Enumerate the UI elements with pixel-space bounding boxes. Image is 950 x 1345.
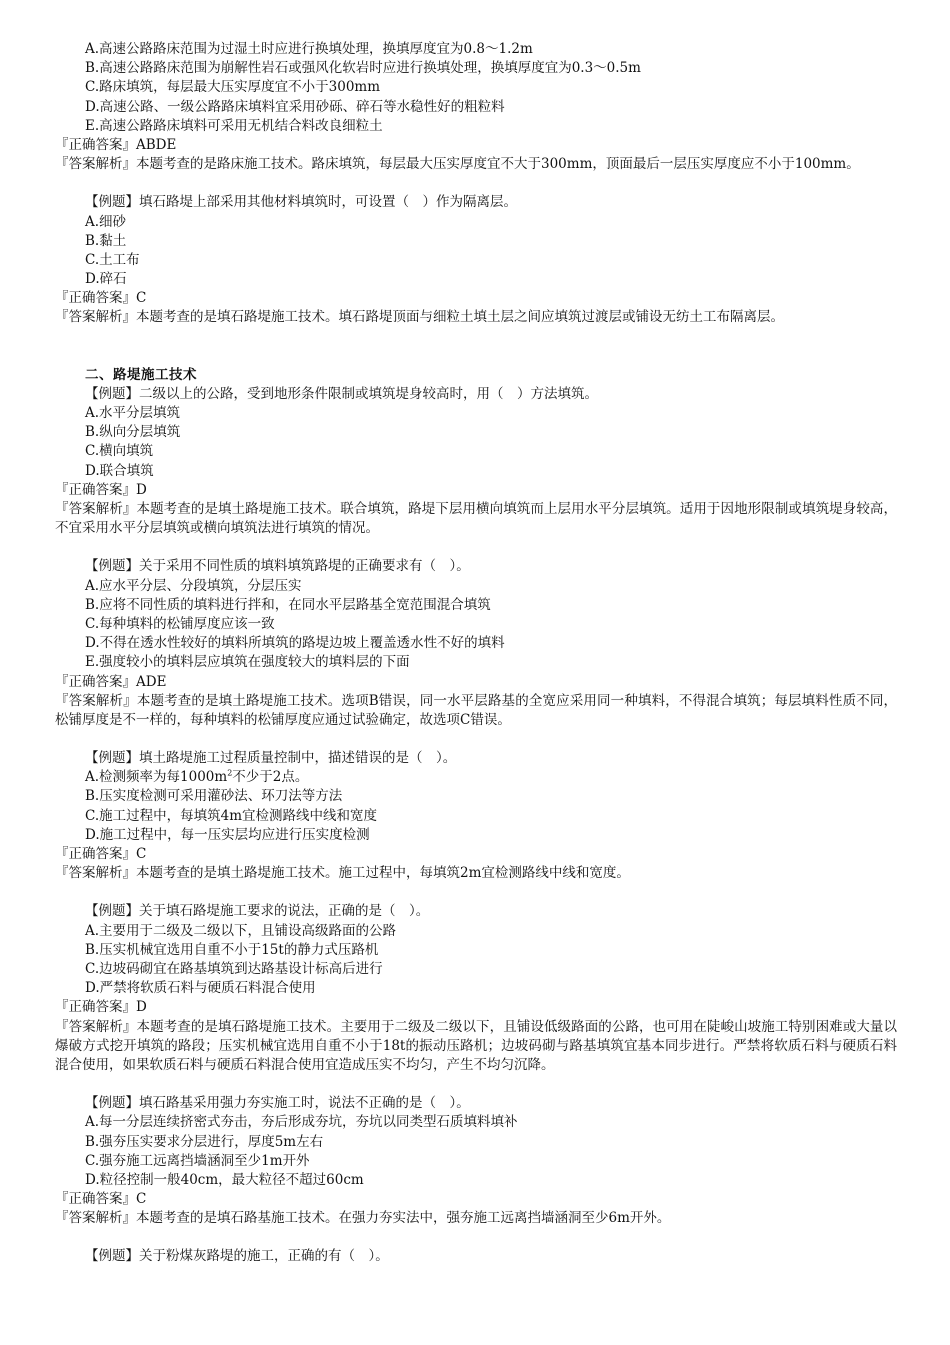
option-d: D.碎石 bbox=[85, 271, 127, 288]
correct-answer: 『正确答案』C bbox=[55, 846, 147, 863]
option-b: B.应将不同性质的填料进行拌和，在同水平层路基全宽范围混合填筑 bbox=[85, 596, 491, 613]
question-text: 【例题】关于填石路堤施工要求的说法，正确的是（ ）。 bbox=[85, 903, 430, 920]
option-a: A.水平分层填筑 bbox=[85, 405, 181, 422]
option-c: C.边坡码砌宜在路基填筑到达路基设计标高后进行 bbox=[85, 960, 383, 977]
option-c: C.路床填筑，每层最大压实厚度宜不小于300mm bbox=[85, 79, 381, 96]
superscript: 2 bbox=[227, 768, 233, 778]
option-a-text-end: 不少于2点。 bbox=[232, 769, 309, 786]
option-c: C.土工布 bbox=[85, 251, 140, 268]
option-b: B.高速公路路床范围为崩解性岩石或强风化软岩时应进行换填处理，换填厚度宜为0.3～0.5m bbox=[85, 60, 641, 77]
answer-analysis: 『答案解析』本题考查的是填石路堤施工技术。主要用于二级及二级以下，且铺设低级路面的公路，也可用在陡峻山坡施工特别困难或大量以爆破方式挖开填筑的路段；压实机械宜选用自重不小于18t的振动压路机；边坡码砌与路基填筑宜基本同步进行。严禁将软质石料与硬质石料混合使用，如果软质石料与硬质石料混合使用宜造成压实不均匀，产生不均匀沉降。 bbox=[55, 1018, 897, 1073]
option-c: C.施工过程中，每填筑4m宜检测路线中线和宽度 bbox=[85, 807, 378, 824]
option-d: D.严禁将软质石料与硬质石料混合使用 bbox=[85, 980, 316, 997]
option-b: B.压实机械宜选用自重不小于15t的静力式压路机 bbox=[85, 941, 379, 958]
correct-answer: 『正确答案』ABDE bbox=[55, 136, 177, 153]
answer-analysis: 『答案解析』本题考查的是路床施工技术。路床填筑，每层最大压实厚度宜不大于300mm，顶面最后一层压实厚度应不小于100mm。 bbox=[55, 156, 860, 173]
option-a-text: A.检测频率为每1000m bbox=[85, 769, 228, 786]
option-b: B.强夯压实要求分层进行，厚度5m左右 bbox=[85, 1133, 324, 1150]
option-d: D.联合填筑 bbox=[85, 462, 154, 479]
answer-analysis: 『答案解析』本题考查的是填土路堤施工技术。联合填筑，路堤下层用横向填筑而上层用水平分层填筑。适用于因地形限制或填筑堤身较高，不宜采用水平分层填筑或横向填筑法进行填筑的情况。 bbox=[55, 500, 897, 537]
option-c: C.横向填筑 bbox=[85, 443, 154, 460]
option-b: B.压实度检测可采用灌砂法、环刀法等方法 bbox=[85, 788, 343, 805]
option-a: A.主要用于二级及二级以下，且铺设高级路面的公路 bbox=[85, 922, 397, 939]
option-a: A.每一分层连续挤密式夯击，夯后形成夯坑，夯坑以同类型石质填料填补 bbox=[85, 1114, 518, 1131]
answer-analysis: 『答案解析』本题考查的是填土路堤施工技术。施工过程中，每填筑2m宜检测路线中线和宽度。 bbox=[55, 865, 630, 882]
option-e: E.高速公路路床填料可采用无机结合料改良细粒土 bbox=[85, 117, 383, 134]
correct-answer: 『正确答案』D bbox=[55, 999, 147, 1016]
option-e: E.强度较小的填料层应填筑在强度较大的填料层的下面 bbox=[85, 654, 410, 671]
option-a: A.高速公路路床范围为过湿土时应进行换填处理，换填厚度宜为0.8～1.2m bbox=[85, 41, 533, 57]
question-text: 【例题】填石路堤上部采用其他材料填筑时，可设置（ ）作为隔离层。 bbox=[85, 194, 517, 211]
option-a bbox=[0, 768, 950, 787]
question-text: 【例题】关于粉煤灰路堤的施工，正确的有（ ）。 bbox=[85, 1248, 389, 1265]
answer-analysis: 『答案解析』本题考查的是填石路基施工技术。在强力夯实法中，强夯施工远离挡墙涵洞至少6m开外。 bbox=[55, 1210, 671, 1227]
correct-answer: 『正确答案』C bbox=[55, 1191, 147, 1208]
option-b: B.黏土 bbox=[85, 232, 127, 249]
correct-answer: 『正确答案』D bbox=[55, 481, 147, 498]
option-a: A.应水平分层、分段填筑，分层压实 bbox=[85, 577, 302, 594]
question-text: 【例题】二级以上的公路，受到地形条件限制或填筑堤身较高时，用（ ）方法填筑。 bbox=[85, 385, 598, 402]
option-c: C.强夯施工远离挡墙涵洞至少1m开外 bbox=[85, 1152, 310, 1169]
option-d: D.粒径控制一般40cm，最大粒径不超过60cm bbox=[85, 1171, 364, 1188]
question-text: 【例题】关于采用不同性质的填料填筑路堤的正确要求有（ ）。 bbox=[85, 558, 470, 575]
document-page bbox=[0, 40, 950, 1267]
option-a: A.细砂 bbox=[85, 213, 127, 230]
answer-analysis: 『答案解析』本题考查的是填石路堤施工技术。填石路堤顶面与细粒土填土层之间应填筑过渡层或铺设无纺土工布隔离层。 bbox=[55, 309, 784, 326]
section-heading: 二、路堤施工技术 bbox=[85, 366, 197, 383]
correct-answer: 『正确答案』C bbox=[55, 290, 147, 307]
option-d: D.不得在透水性较好的填料所填筑的路堤边坡上覆盖透水性不好的填料 bbox=[85, 635, 505, 652]
option-d: D.高速公路、一级公路路床填料宜采用砂砾、碎石等水稳性好的粗粒料 bbox=[85, 98, 505, 115]
question-text: 【例题】填土路堤施工过程质量控制中，描述错误的是（ ）。 bbox=[85, 750, 457, 767]
option-d: D.施工过程中，每一压实层均应进行压实度检测 bbox=[85, 826, 370, 843]
option-c: C.每种填料的松铺厚度应该一致 bbox=[85, 615, 275, 632]
answer-analysis: 『答案解析』本题考查的是填土路堤施工技术。选项B错误，同一水平层路基的全宽应采用同一种填料，不得混合填筑；每层填料性质不同，松铺厚度是不一样的，每种填料的松铺厚度应通过试验确定，故选项C错误。 bbox=[55, 692, 897, 728]
option-b: B.纵向分层填筑 bbox=[85, 424, 181, 441]
correct-answer: 『正确答案』ADE bbox=[55, 673, 167, 690]
question-text: 【例题】填石路基采用强力夯实施工时，说法不正确的是（ ）。 bbox=[85, 1095, 470, 1112]
